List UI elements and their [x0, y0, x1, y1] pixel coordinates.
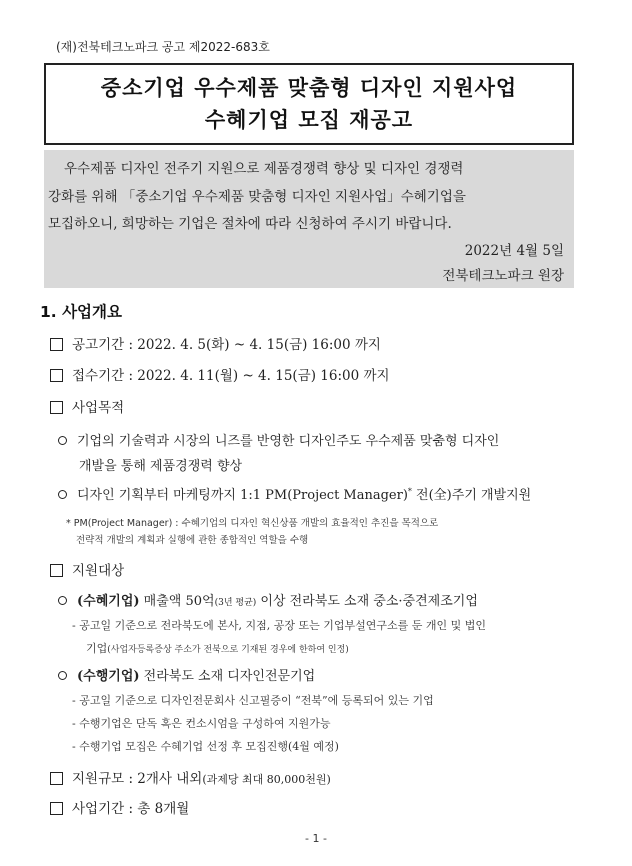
- beneficiary-text-small: (3년 평균): [214, 598, 257, 608]
- circle-bullet-icon: [58, 436, 67, 445]
- square-bullet-icon: [50, 564, 63, 577]
- performer-note-2: - 수행기업은 단독 혹은 컨소시엄을 구성하여 지원가능: [72, 717, 331, 730]
- notice-signer: 전북테크노파크 원장: [442, 268, 564, 284]
- square-bullet-icon: [50, 369, 63, 382]
- square-bullet-icon: [50, 772, 63, 785]
- support-scale-text: 지원규모 : 2개사 내외: [72, 771, 203, 787]
- page-number: - 1 -: [305, 832, 327, 845]
- purpose-item-2: [58, 484, 531, 503]
- square-bullet-icon: [50, 802, 63, 815]
- performer-item: [58, 665, 315, 684]
- document-title-line1: 중소기업 우수제품 맞춤형 디자인 지원사업: [100, 76, 518, 100]
- notice-date: 2022년 4월 5일: [464, 243, 564, 259]
- intro-box: [44, 150, 574, 288]
- circle-bullet-icon: [58, 671, 67, 680]
- beneficiary-note-line2: [86, 640, 349, 656]
- pm-footnote-line2: 전략적 개발의 계획과 실행에 관한 종합적인 역할을 수행: [76, 535, 309, 546]
- document-title-box: [44, 63, 574, 145]
- pm-footnote-line1: * PM(Project Manager) : 수혜기업의 디자인 혁신상품 개발의 효율적인 추진을 목적으로: [66, 518, 439, 529]
- receipt-period-text: 접수기간 : 2022. 4. 11(월) ~ 4. 15(금) 16:00 까지: [72, 368, 390, 384]
- purpose-item-2-text: 디자인 기획부터 마케팅까지 1:1 PM(Project Manager): [77, 488, 408, 503]
- beneficiary-text-b: 이상 전라북도 소재 중소·중견제조기업: [256, 594, 478, 609]
- beneficiary-label: (수혜기업): [77, 594, 140, 609]
- target-heading-text: 지원대상: [72, 563, 125, 579]
- performer-text: 전라북도 소재 디자인전문기업: [139, 669, 316, 684]
- support-scale-item: [50, 767, 331, 787]
- performer-note-1: - 공고일 기준으로 디자인전문회사 신고필증이 “전북”에 등록되어 있는 기업: [72, 694, 434, 707]
- document-title-line2: 수혜기업 모집 재공고: [204, 108, 414, 132]
- support-scale-small: (과제당 최대 80,000천원): [202, 773, 331, 786]
- receipt-period-item: [50, 364, 390, 384]
- section-heading-overview: 1. 사업개요: [40, 303, 122, 321]
- purpose-heading: [50, 396, 124, 416]
- intro-line-2: 강화를 위해 「중소기업 우수제품 맞춤형 디자인 지원사업」수혜기업을: [48, 189, 466, 205]
- notice-period-text: 공고기간 : 2022. 4. 5(화) ~ 4. 15(금) 16:00 까지: [72, 337, 381, 353]
- notice-period-item: [50, 333, 381, 353]
- beneficiary-text-a: 매출액 50억: [139, 594, 215, 609]
- target-heading: [50, 559, 124, 579]
- square-bullet-icon: [50, 338, 63, 351]
- purpose-heading-text: 사업목적: [72, 400, 125, 416]
- performer-label: (수행기업): [77, 669, 140, 684]
- purpose-item-2-tail: 전(全)주기 개발지원: [411, 488, 532, 503]
- circle-bullet-icon: [58, 596, 67, 605]
- duration-text: 사업기간 : 총 8개월: [72, 801, 190, 817]
- beneficiary-note-line2-a: 기업: [86, 642, 108, 655]
- intro-line-3: 모집하오니, 희망하는 기업은 절차에 따라 신청하여 주시기 바랍니다.: [48, 216, 452, 232]
- footnote-marker: *: [407, 487, 412, 496]
- intro-line-1: 우수제품 디자인 전주기 지원으로 제품경쟁력 향상 및 디자인 경쟁력: [64, 161, 464, 177]
- beneficiary-note-line1: - 공고일 기준으로 전라북도에 본사, 지점, 공장 또는 기업부설연구소를 둔 개인 및 법인: [72, 619, 486, 632]
- beneficiary-note-line2-b: (사업자등록증상 주소가 전북으로 기재된 경우에 한하여 인정): [107, 645, 349, 655]
- circle-bullet-icon: [58, 490, 67, 499]
- purpose-item-1: [58, 430, 499, 449]
- square-bullet-icon: [50, 401, 63, 414]
- purpose-item-1-cont: 개발을 통해 제품경쟁력 향상: [79, 459, 243, 474]
- purpose-item-1-text: 기업의 기술력과 시장의 니즈를 반영한 디자인주도 우수제품 맞춤형 디자인: [77, 434, 500, 449]
- duration-item: [50, 797, 189, 817]
- performer-note-3: - 수행기업 모집은 수혜기업 선정 후 모집진행(4월 예정): [72, 740, 339, 753]
- beneficiary-item: [58, 590, 478, 609]
- notice-reference-number: (재)전북테크노파크 공고 제2022-683호: [56, 40, 270, 54]
